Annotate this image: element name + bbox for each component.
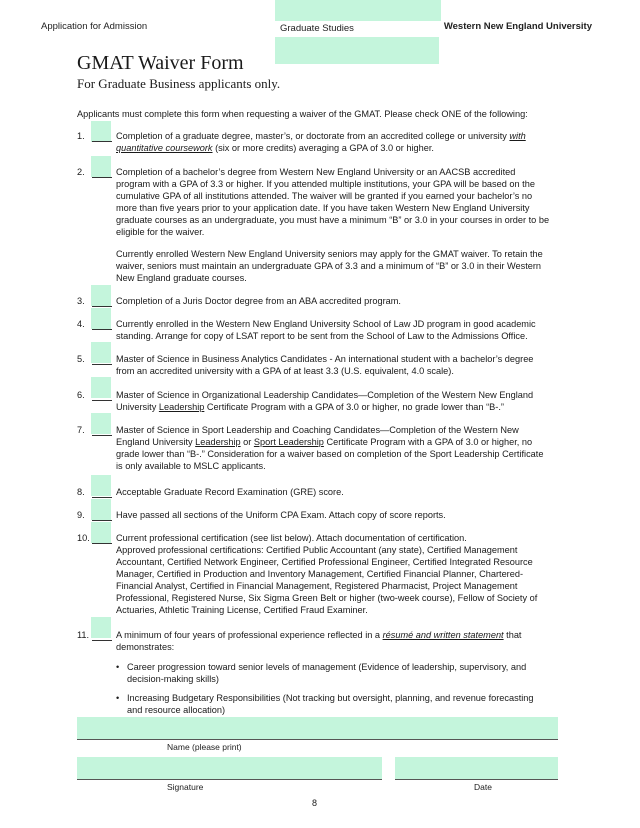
checkbox-item-4[interactable] [91,308,111,329]
check-line [92,141,112,142]
page-number: 8 [312,798,318,808]
name-line [77,739,558,740]
item-number: 10. [77,533,90,543]
checkbox-item-10[interactable] [91,522,111,543]
page-subtitle: For Graduate Business applicants only. [77,76,281,91]
checkbox-item-3[interactable] [91,285,111,306]
checkbox-item-11[interactable] [91,617,111,638]
item-text: A minimum of four years of professional experience reflected in a résumé and written statement that demonstrates: [116,630,522,652]
item-text: Completion of a Juris Doctor degree from an ABA accredited program. [116,296,401,306]
check-line [92,543,112,544]
check-line [92,435,112,436]
item-text: Acceptable Graduate Record Examination (GRE) score. [116,487,344,497]
item-text: Master of Science in Organizational Leadership Candidates—Completion of the Western New England University Leadership Certificate Program with a GPA of 3.0 or higher, no grade lower than “B-.” [116,390,534,412]
check-line [92,400,112,401]
item-text: Master of Science in Sport Leadership and Coaching Candidates—Completion of the Western New England University Leadership or Sport Leadership Certificate Program with a GPA of 3.0 or higher, no grade lower than “B-.” Consideration for a waiver based on completion of the Sport Leadership Certificate is only available to MSLC applicants. [116,425,544,471]
item-text: Currently enrolled in the Western New England University School of Law JD program in good academic standing. Arrange for copy of LSAT report to be sent from the School of Law to the Admissions Office. [116,319,536,341]
signature-line [77,779,382,780]
signature-label: Signature [167,782,204,792]
checkbox-item-8[interactable] [91,475,111,496]
item-text: Master of Science in Business Analytics Candidates - An international student with a bachelor’s degree from an accredited university with a GPA of at least 3.3 (U.S. equivalent, 4.0 scale). [116,354,534,376]
header-field-top[interactable] [275,0,441,21]
check-line [92,306,112,307]
item-number: 9. [77,510,85,520]
item-text: Completion of a bachelor’s degree from Western New England University or an AACSB accredited program with a GPA of 3.3 or higher. If you attended multiple institutions, your GPA will be based on the cumulative GPA of all institutions attended. The waiver will be granted if you earned your bachelor’s no more than five years prior to your application date. If you have taken Western New England University graduate courses as an undergraduate, you must have a minimum “B” or 3.0 in your courses in order to be eligible for the waiver. [116,167,550,237]
name-input[interactable] [77,717,558,739]
check-line [92,329,112,330]
header-university-name: Western New England University [443,21,592,32]
item-number: 11. [77,630,90,640]
item-number: 6. [77,390,85,400]
intro-text: Applicants must complete this form when requesting a waiver of the GMAT. Please check ONE of the following: [77,109,528,119]
checkbox-item-7[interactable] [91,413,111,434]
item-number: 2. [77,167,85,177]
date-input[interactable] [395,757,558,779]
checkbox-item-2[interactable] [91,156,111,177]
item-number: 4. [77,319,85,329]
header-department-label: Graduate Studies [280,23,354,34]
certification-list: Approved professional certifications: Certified Public Accountant (any state), Certified Management Accountant, Certified Network Engineer, Certified Professional Engineer, Certified Integrated Resource Manager, Certified in Production and Inventory Management, Certified Financial Planner, Chartered-Financial Analyst, Certified in Financial Management, Registered Pharmacist, Project Management Professional, Registered Nurse, Six Sigma Green Belt or higher (two-week course), Fellow of Society of Actuaries, Athletic Training License, Certified Fraud Examiner. [116,545,538,615]
item-2-note: Currently enrolled Western New England University seniors may apply for the GMAT waiver. To retain the waiver, seniors must maintain an undergraduate GPA of 3.3 and a minimum of “B” or 3.0 in their Western New England graduate courses. [116,249,543,283]
date-line [395,779,558,780]
checkbox-item-6[interactable] [91,377,111,398]
signature-input[interactable] [77,757,382,779]
page-title: GMAT Waiver Form [77,52,244,74]
header-application-label: Application for Admission [41,21,148,32]
item-text: Have passed all sections of the Uniform CPA Exam. Attach copy of score reports. [116,510,446,520]
checkbox-item-9[interactable] [91,499,111,520]
item-number: 5. [77,354,85,364]
name-label: Name (please print) [167,742,242,752]
check-line [92,520,112,521]
checkbox-item-5[interactable] [91,342,111,363]
checkbox-item-1[interactable] [91,121,111,142]
item-number: 3. [77,296,85,306]
date-label: Date [474,782,492,792]
item-number: 8. [77,487,85,497]
check-line [92,364,112,365]
item-text: Current professional certification (see list below). Attach documentation of certification. [116,533,467,543]
item-text: Completion of a graduate degree, master’s, or doctorate from an accredited college or university with quantitative coursework (six or more credits) averaging a GPA of 3.0 or higher. [116,131,526,153]
check-line [92,497,112,498]
check-line [92,177,112,178]
header-field-bottom[interactable] [275,37,439,64]
check-line [92,640,112,641]
item-number: 1. [77,131,85,141]
item-number: 7. [77,425,85,435]
